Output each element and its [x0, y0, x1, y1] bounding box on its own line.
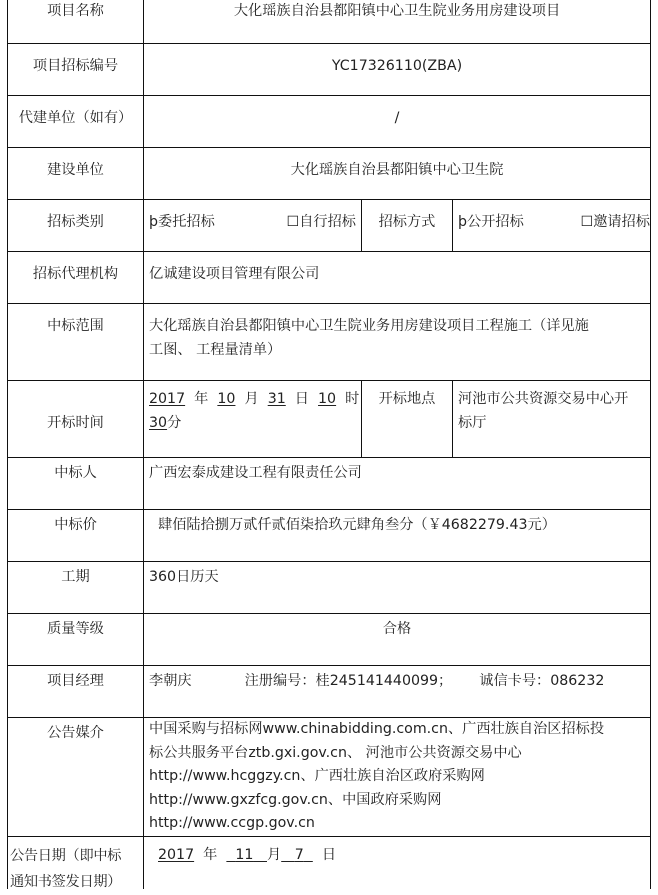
- notice-year: 2017: [158, 847, 195, 863]
- notice-year-unit: 年: [203, 847, 218, 863]
- option-self-unchecked[interactable]: ☐自行招标: [286, 214, 356, 230]
- value-price: 肆佰陆拾捌万贰仟贰佰柒拾玖元肆角叁分（￥4682279.43元）: [143, 510, 651, 561]
- value-opening-place: [452, 381, 651, 457]
- row-scope: [7, 304, 651, 381]
- option-entrusted-checked[interactable]: þ委托招标: [149, 214, 215, 230]
- label-quality: 质量等级: [7, 614, 143, 665]
- value-agency: 亿诚建设项目管理有限公司: [143, 252, 651, 303]
- notice-month: [226, 847, 267, 863]
- label-manager: 项目经理: [7, 666, 143, 717]
- row-manager: [7, 666, 651, 718]
- value-winner: 广西宏泰成建设工程有限责任公司: [143, 458, 651, 509]
- row-winner: [7, 458, 651, 510]
- row-notice-date: [7, 837, 651, 889]
- media-line-3: http://www.hcggzy.cn、广西壮族自治区政府采购网: [149, 768, 485, 785]
- row-project-name: [7, 0, 651, 44]
- value-tender-no: YC17326110(ZBA): [143, 44, 651, 95]
- value-builder: 大化瑶族自治县都阳镇中心卫生院: [143, 148, 651, 199]
- label-opening-time: 开标时间: [7, 381, 143, 457]
- notice-day-unit: 日: [321, 847, 337, 863]
- value-opening-time: [143, 381, 361, 457]
- notice-day: [281, 847, 313, 863]
- label-agency: 招标代理机构: [7, 252, 143, 303]
- label-builder: 建设单位: [7, 148, 143, 199]
- row-agent-builder: [7, 96, 651, 148]
- media-line-1: 中国采购与招标网www.chinabidding.com.cn、广西壮族自治区招标投: [149, 721, 605, 737]
- media-line-4: http://www.gxzfcg.gov.cn、中国政府采购网: [149, 791, 442, 808]
- row-builder: [7, 148, 651, 200]
- opening-year: 2017: [149, 391, 186, 407]
- value-duration: 360日历天: [143, 562, 651, 613]
- value-scope: [143, 304, 651, 380]
- row-quality: [7, 614, 651, 666]
- label-duration: 工期: [7, 562, 143, 613]
- opening-place-line-1: 河池市公共资源交易中心开: [458, 391, 629, 407]
- year-unit: 年: [194, 391, 209, 407]
- media-line-2: 标公共服务平台ztb.gxi.gov.cn、 河池市公共资源交易中心: [149, 744, 522, 761]
- row-tender-category: [7, 200, 651, 252]
- opening-minute: 30: [149, 415, 168, 431]
- row-tender-no: [7, 44, 651, 96]
- value-notice-date: [143, 837, 651, 889]
- notice-date-label-line-2: 通知书签发日期）: [10, 874, 122, 890]
- label-media: 公告媒介: [7, 718, 143, 836]
- month-unit: 月: [244, 391, 259, 407]
- scope-line-2: 工图、 工程量清单）: [149, 342, 282, 358]
- manager-reg-no: 注册编号：桂245141440099；: [244, 673, 453, 689]
- label-tender-category: 招标类别: [7, 200, 143, 251]
- manager-name: 李朝庆: [149, 673, 192, 689]
- opening-day: 31: [267, 391, 286, 407]
- value-agent-builder: /: [143, 96, 651, 147]
- day-unit: 日: [294, 391, 309, 407]
- option-open-checked[interactable]: þ公开招标: [458, 214, 524, 230]
- opening-month: 10: [217, 391, 236, 407]
- tender-category-options: [143, 200, 361, 251]
- label-winner: 中标人: [7, 458, 143, 509]
- notice-month-value: 11: [235, 847, 254, 863]
- notice-date-label-line-1: 公告日期（即中标: [10, 848, 122, 864]
- value-project-name: 大化瑶族自治县都阳镇中心卫生院业务用房建设项目: [143, 0, 651, 43]
- row-opening: [7, 381, 651, 458]
- row-agency: [7, 252, 651, 304]
- notice-month-unit: 月: [267, 847, 282, 863]
- media-line-5: http://www.ccgp.gov.cn: [149, 815, 315, 832]
- label-opening-place: 开标地点: [361, 381, 452, 457]
- bid-result-table: [7, 0, 651, 889]
- label-price: 中标价: [7, 510, 143, 561]
- scope-line-1: 大化瑶族自治县都阳镇中心卫生院业务用房建设项目工程施工（详见施: [149, 318, 589, 334]
- row-media: [7, 718, 651, 837]
- opening-hour: 10: [318, 391, 337, 407]
- label-tender-method: 招标方式: [361, 200, 452, 251]
- opening-place-line-2: 标厅: [458, 415, 487, 431]
- label-tender-no: 项目招标编号: [7, 44, 143, 95]
- label-project-name: 项目名称: [7, 0, 143, 43]
- label-notice-date: [7, 837, 143, 889]
- notice-day-value: 7: [294, 847, 304, 863]
- option-invited-unchecked[interactable]: ☐邀请招标: [580, 214, 650, 230]
- label-agent-builder: 代建单位（如有）: [7, 96, 143, 147]
- value-manager: [143, 666, 651, 717]
- row-price: [7, 510, 651, 562]
- tender-method-options: [452, 200, 651, 251]
- value-media: [143, 718, 651, 836]
- hour-unit: 时: [345, 391, 360, 407]
- manager-credit-no: 诚信卡号：086232: [479, 673, 605, 689]
- label-scope: 中标范围: [7, 304, 143, 380]
- row-duration: [7, 562, 651, 614]
- value-quality: 合格: [143, 614, 651, 665]
- minute-unit: 分: [167, 415, 182, 431]
